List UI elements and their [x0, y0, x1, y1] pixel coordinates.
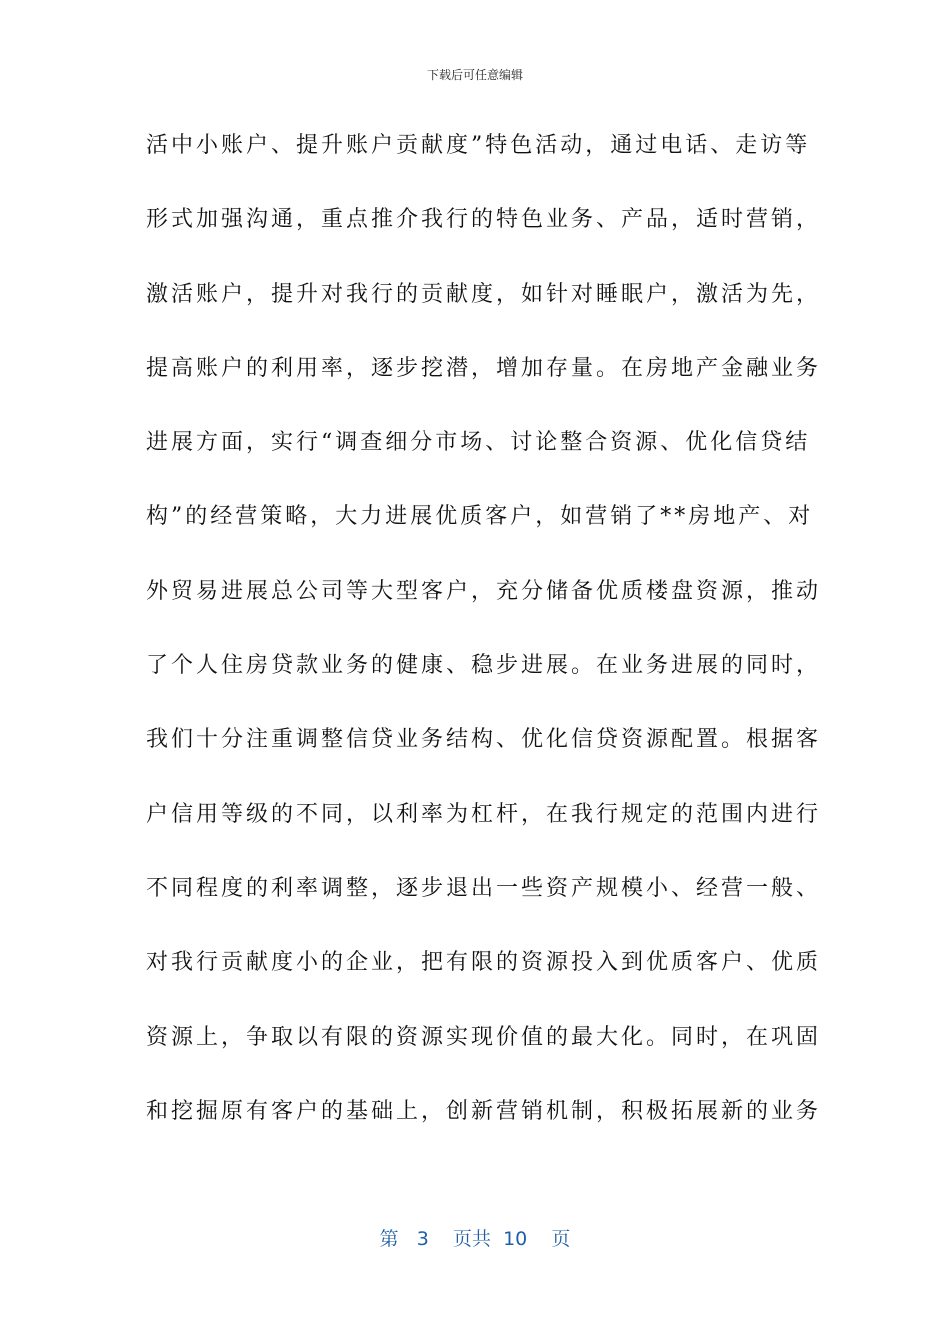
body-line: 激活账户，提升对我行的贡献度，如针对睡眠户，激活为先， — [146, 281, 822, 307]
body-line: 提高账户的利用率，逐步挖潜，增加存量。在房地产金融业务 — [146, 355, 822, 381]
body-line: 我们十分注重调整信贷业务结构、优化信贷资源配置。根据客 — [146, 727, 822, 753]
page-header: 下载后可任意编辑 — [426, 68, 523, 82]
footer-prefix: 第 — [379, 1228, 399, 1250]
body-line: 了个人住房贷款业务的健康、稳步进展。在业务进展的同时， — [146, 653, 822, 679]
current-page-number: 3 — [416, 1228, 429, 1250]
footer-middle: 页共 — [452, 1228, 491, 1250]
body-line: 形式加强沟通，重点推介我行的特色业务、产品，适时营销， — [146, 207, 822, 233]
document-body — [146, 120, 822, 1160]
page-footer — [0, 1224, 950, 1251]
body-line: 对我行贡献度小的企业，把有限的资源投入到优质客户、优质 — [146, 950, 822, 976]
body-line: 不同程度的利率调整，逐步退出一些资产规模小、经营一般、 — [146, 875, 822, 901]
body-line: 进展方面，实行“调查细分市场、讨论整合资源、优化信贷结 — [146, 430, 811, 456]
body-line: 构”的经营策略，大力进展优质客户，如营销了**房地产、对 — [146, 504, 814, 530]
body-line: 户信用等级的不同，以利率为杠杆，在我行规定的范围内进行 — [146, 801, 822, 827]
body-line: 和挖掘原有客户的基础上，创新营销机制，积极拓展新的业务 — [146, 1098, 822, 1124]
body-line: 资源上，争取以有限的资源实现价值的最大化。同时，在巩固 — [146, 1024, 822, 1050]
footer-suffix: 页 — [551, 1228, 571, 1250]
body-line: 活中小账户、提升账户贡献度”特色活动，通过电话、走访等 — [146, 133, 811, 158]
total-pages-number: 10 — [503, 1228, 528, 1250]
body-line: 外贸易进展总公司等大型客户，充分储备优质楼盘资源，推动 — [146, 578, 822, 604]
